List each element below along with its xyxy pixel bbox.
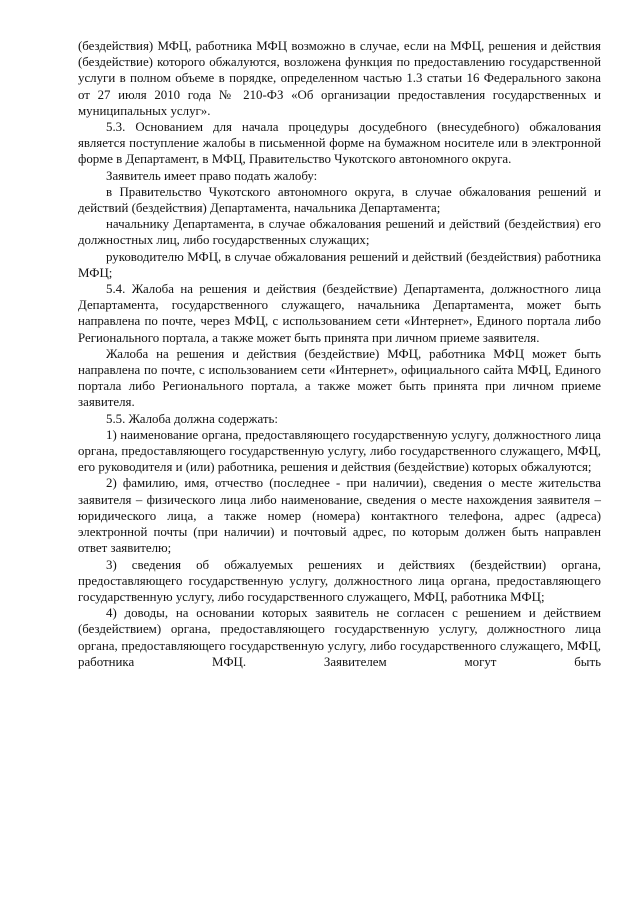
paragraph-5-5: 5.5. Жалоба должна содержать: [106,411,278,426]
paragraph-government-option: в Правительство Чукотского автономного округа, в случае обжалования решений и действий (бездействия) Департамента, начальника Департамента; [78,184,601,216]
paragraph-item-3: 3) сведения об обжалуемых решениях и действиях (бездействии) органа, предоставляющего государственную услугу, должностного лица органа, предоставляющего государственную услугу, либо государственного служащего, МФЦ, работника МФЦ; [78,557,601,604]
paragraph-item-2: 2) фамилию, имя, отчество (последнее - при наличии), сведения о месте жительства заявителя – физического лица либо наименование, сведения о месте нахождения заявителя – юридического лица, а также номер (номера) контактного телефона, адрес (адреса) электронной почты (при наличии) и почтовый адрес, по которым должен быть направлен ответ заявителю; [78,476,601,556]
paragraph-5-3: 5.3. Основанием для начала процедуры досудебного (внесудебного) обжалования является поступление жалобы в письменной форме на бумажном носителе или в электронной форме в Департамент, в МФЦ, Правительство Чукотского автономного округа. [78,120,601,167]
paragraph-5-4: 5.4. Жалоба на решения и действия (бездействие) Департамента, должностного лица Департамента, государственного служащего, начальника Департамента, может быть направлена по почте, через МФЦ, с использованием сети «Интернет», Единого портала либо Регионального портала, а также может быть принята при личном приеме заявителя. [78,282,601,345]
paragraph-mfc-complaint: Жалоба на решения и действия (бездействие) МФЦ, работника МФЦ может быть направлена по почте, с использованием сети «Интернет», официального сайта МФЦ, Единого портала либо Регионального портала, а также может быть принята при личном приеме заявителя. [78,346,601,410]
paragraph-continuation: (бездействия) МФЦ, работника МФЦ возможно в случае, если на МФЦ, решения и действия (бездействие) которого обжалуются, возложена функция по предоставлению государственной услуги в полном объеме в порядке, определенном частью 1.3 статьи 16 Федерального закона от 27 июля 2010 года № 210-ФЗ «Об организации предоставления государственных и муниципальных услуг». [78,39,601,118]
paragraph-item-1: 1) наименование органа, предоставляющего государственную услугу, должностного лица органа, предоставляющего государственную услугу, либо государственного служащего, МФЦ, его руководителя и (или) работника, решения и действия (бездействие) которых обжалуются; [78,427,601,475]
paragraph-item-4: 4) доводы, на основании которых заявитель не согласен с решением и действием (бездействием) органа, предоставляющего государственную услугу, должностного лица органа, предоставляющего государственную услугу, либо государственного служащего, МФЦ, работника МФЦ. Заявителем могут быть [78,606,601,669]
paragraph-head-option: начальнику Департамента, в случае обжалования решений и действий (бездействия) его должностных лиц, либо государственных служащих; [78,217,601,248]
paragraph-complaint-right: Заявитель имеет право подать жалобу: [106,168,318,183]
paragraph-mfc-head-option: руководителю МФЦ, в случае обжалования решений и действий (бездействия) работника МФЦ; [78,249,601,280]
